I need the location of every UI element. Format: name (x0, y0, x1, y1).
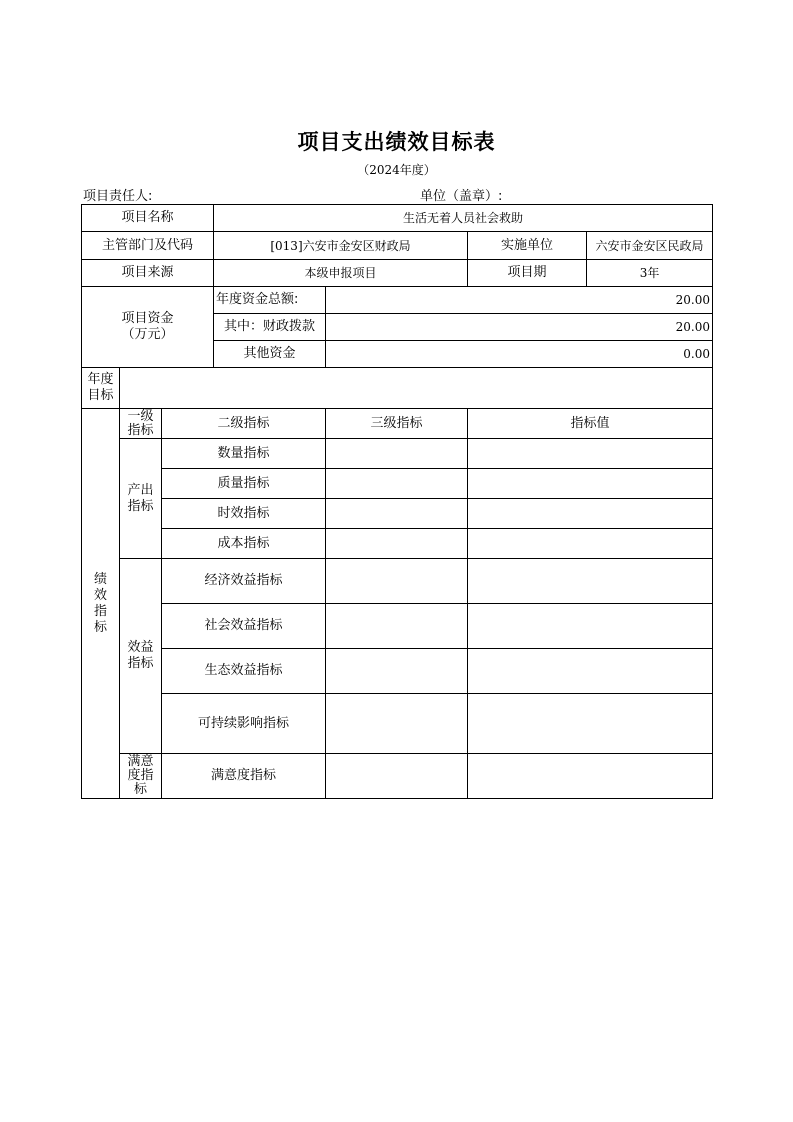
row-project-name (82, 205, 713, 232)
funds-total-value: 20.00 (326, 287, 713, 314)
performance-table (81, 204, 713, 799)
economic-level3-cell (326, 559, 468, 604)
economic-value-cell (468, 559, 713, 604)
row-funds-total (82, 287, 713, 314)
project-period-label: 项目期 (468, 260, 587, 287)
row-department (82, 232, 713, 260)
page-subtitle: （2024年度） (357, 163, 436, 177)
timeliness-level3-cell (326, 499, 468, 529)
social-level3-cell (326, 604, 468, 649)
performance-indicator-section: 绩 效 指 标 (82, 409, 120, 799)
quality-value-cell (468, 469, 713, 499)
quantity-value-cell (468, 439, 713, 469)
ecological-benefit-indicator: 生态效益指标 (162, 649, 326, 694)
row-output-quality (82, 469, 713, 499)
ecological-value-cell (468, 649, 713, 694)
funds-total-label: 年度资金总额: (214, 287, 326, 314)
quantity-level3-cell (326, 439, 468, 469)
satisfaction-value-cell (468, 754, 713, 799)
quantity-indicator: 数量指标 (162, 439, 326, 469)
cost-value-cell (468, 529, 713, 559)
project-name-value: 生活无着人员社会救助 (214, 205, 713, 232)
annual-goal-label: 年度 目标 (82, 368, 120, 409)
project-funds-label: 项目资金 （万元） (82, 287, 214, 368)
unit-seal-label: 单位（盖章）: (420, 189, 503, 204)
level2-indicator-header: 二级指标 (162, 409, 326, 439)
funds-other-value: 0.00 (326, 341, 713, 368)
row-output-timeliness (82, 499, 713, 529)
row-benefit-ecological (82, 649, 713, 694)
satisfaction-indicator-label: 满意 度指 标 (120, 754, 162, 799)
satisfaction-level3-cell (326, 754, 468, 799)
sustainable-impact-indicator: 可持续影响指标 (162, 694, 326, 754)
row-source (82, 260, 713, 287)
responsible-person-label: 项目责任人: (83, 189, 153, 204)
economic-benefit-indicator: 经济效益指标 (162, 559, 326, 604)
row-annual-goal (82, 368, 713, 409)
timeliness-value-cell (468, 499, 713, 529)
social-benefit-indicator: 社会效益指标 (162, 604, 326, 649)
ecological-level3-cell (326, 649, 468, 694)
row-indicator-header (82, 409, 713, 439)
sustainable-level3-cell (326, 694, 468, 754)
row-benefit-sustainable (82, 694, 713, 754)
row-benefit-social (82, 604, 713, 649)
row-output-quantity (82, 439, 713, 469)
cost-level3-cell (326, 529, 468, 559)
project-source-value: 本级申报项目 (214, 260, 468, 287)
satisfaction-indicator: 满意度指标 (162, 754, 326, 799)
timeliness-indicator: 时效指标 (162, 499, 326, 529)
quality-indicator: 质量指标 (162, 469, 326, 499)
cost-indicator: 成本指标 (162, 529, 326, 559)
department-value: [013]六安市金安区财政局 (214, 232, 468, 260)
funds-fiscal-label: 其中：财政拨款 (214, 314, 326, 341)
implementing-unit-value: 六安市金安区民政局 (587, 232, 713, 260)
funds-other-label: 其他资金 (214, 341, 326, 368)
level3-indicator-header: 三级指标 (326, 409, 468, 439)
annual-goal-value (120, 368, 713, 409)
page-title: 项目支出绩效目标表 (297, 130, 496, 154)
benefit-indicator-label: 效益 指标 (120, 559, 162, 754)
project-source-label: 项目来源 (82, 260, 214, 287)
sustainable-value-cell (468, 694, 713, 754)
department-label: 主管部门及代码 (82, 232, 214, 260)
implementing-unit-label: 实施单位 (468, 232, 587, 260)
level1-indicator-header: 一级 指标 (120, 409, 162, 439)
indicator-value-header: 指标值 (468, 409, 713, 439)
project-period-value: 3年 (587, 260, 713, 287)
social-value-cell (468, 604, 713, 649)
quality-level3-cell (326, 469, 468, 499)
output-indicator-label: 产出 指标 (120, 439, 162, 559)
funds-fiscal-value: 20.00 (326, 314, 713, 341)
project-name-label: 项目名称 (82, 205, 214, 232)
row-satisfaction (82, 754, 713, 799)
row-output-cost (82, 529, 713, 559)
row-benefit-economic (82, 559, 713, 604)
